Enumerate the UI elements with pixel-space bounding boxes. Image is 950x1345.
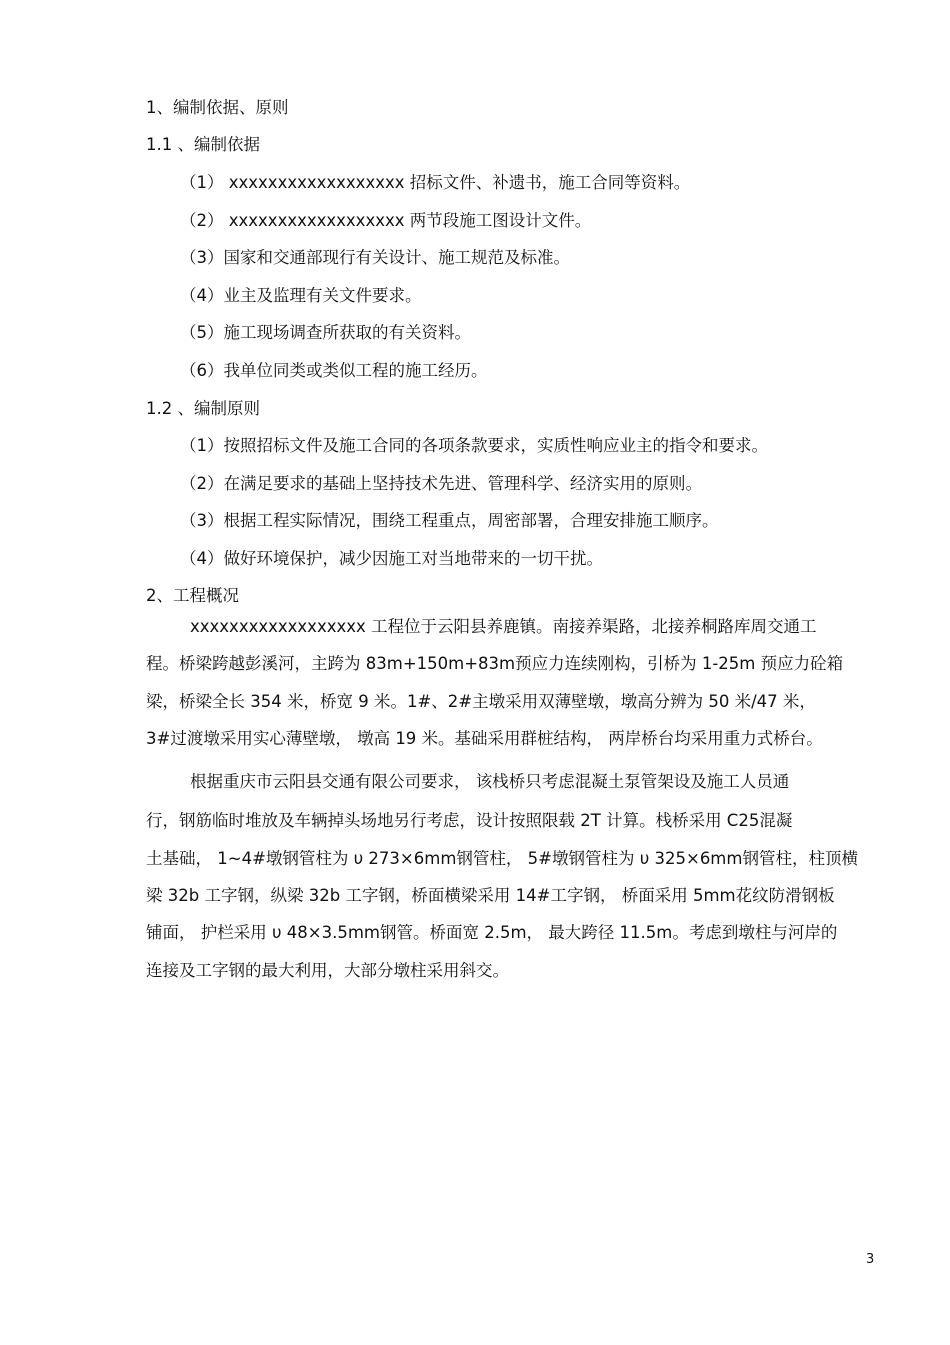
paragraph-line: 梁，桥梁全长 354 米，桥宽 9 米。1#、2#主墩采用双薄壁墩，墩高分辨为 50 米/47 米， bbox=[146, 692, 816, 711]
basis-item: （6）我单位同类或类似工程的施工经历。 bbox=[180, 361, 488, 380]
basis-item: （3）国家和交通部现行有关设计、施工规范及标准。 bbox=[180, 248, 570, 267]
paragraph-line: 铺面， 护栏采用 υ 48×3.5mm钢管。桥面宽 2.5m， 最大跨径 11.5m。考虑到墩柱与河岸的 bbox=[146, 923, 838, 942]
principle-item: （2）在满足要求的基础上坚持技术先进、管理科学、经济实用的原则。 bbox=[180, 474, 702, 493]
basis-item: （4）业主及监理有关文件要求。 bbox=[180, 286, 422, 305]
subsection-heading-1-2: 1.2 、编制原则 bbox=[146, 399, 260, 418]
principle-item: （4）做好环境保护，减少因施工对当地带来的一切干扰。 bbox=[180, 549, 603, 568]
subsection-heading-1-1: 1.1 、编制依据 bbox=[146, 135, 260, 154]
paragraph-line: 梁 32b 工字钢，纵梁 32b 工字钢，桥面横梁采用 14#工字钢， 桥面采用 5mm花纹防滑钢板 bbox=[146, 886, 835, 905]
section-heading-1: 1、编制依据、原则 bbox=[146, 98, 289, 117]
basis-item: （2） xxxxxxxxxxxxxxxxxx 两节段施工图设计文件。 bbox=[180, 211, 592, 230]
section-heading-2: 2、工程概况 bbox=[146, 586, 239, 605]
basis-item: （5）施工现场调查所获取的有关资料。 bbox=[180, 323, 471, 342]
paragraph-line: 连接及工字钢的最大利用，大部分墩柱采用斜交。 bbox=[146, 961, 509, 980]
paragraph-line: 程。桥梁跨越彭溪河，主跨为 83m+150m+83m预应力连续刚构，引桥为 1-25m 预应力砼箱 bbox=[146, 654, 844, 673]
principle-item: （1）按照招标文件及施工合同的各项条款要求，实质性响应业主的指令和要求。 bbox=[180, 436, 768, 455]
paragraph-line: 3#过渡墩采用实心薄壁墩， 墩高 19 米。基础采用群桩结构， 两岸桥台均采用重力式桥台。 bbox=[146, 729, 823, 748]
basis-item: （1） xxxxxxxxxxxxxxxxxx 招标文件、补遗书，施工合同等资料。 bbox=[180, 173, 691, 192]
paragraph-line: 根据重庆市云阳县交通有限公司要求， 该栈桥只考虑混凝土泵管架设及施工人员通 bbox=[190, 772, 790, 791]
paragraph-line: 行，钢筋临时堆放及车辆掉头场地另行考虑，设计按照限载 2T 计算。栈桥采用 C25混凝 bbox=[146, 811, 793, 830]
paragraph-line: 土基础， 1~4#墩钢管柱为 υ 273×6mm钢管柱， 5#墩钢管柱为 υ 325×6mm钢管柱，柱顶横 bbox=[146, 849, 858, 868]
page-number: 3 bbox=[866, 1252, 875, 1267]
paragraph-line: xxxxxxxxxxxxxxxxxx 工程位于云阳县养鹿镇。南接养渠路，北接养桐路库周交通工 bbox=[190, 617, 817, 636]
principle-item: （3）根据工程实际情况，围绕工程重点，周密部署，合理安排施工顺序。 bbox=[180, 511, 719, 530]
